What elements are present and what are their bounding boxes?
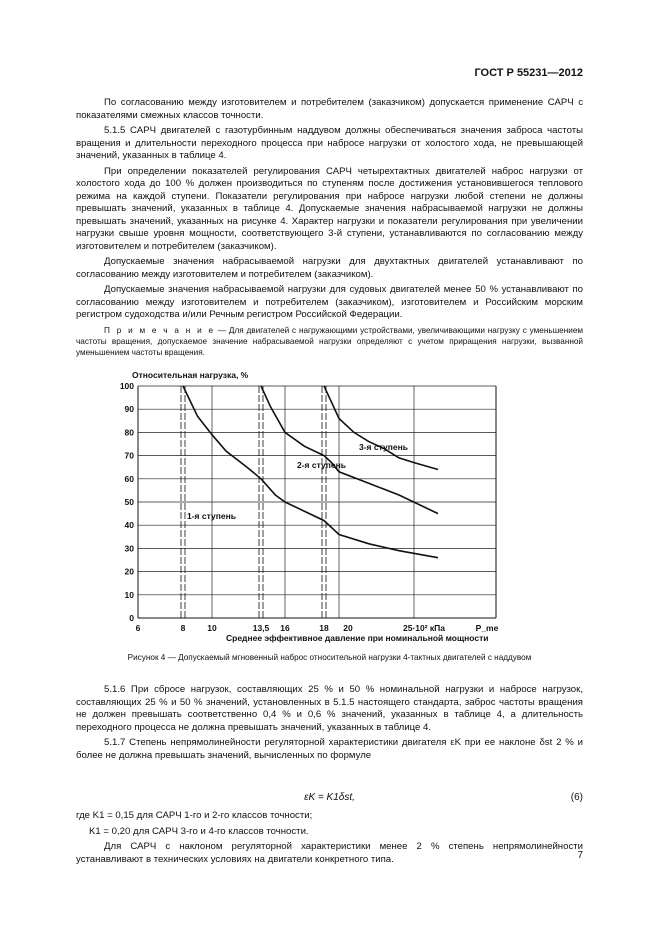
x-ticks <box>136 623 499 633</box>
grid <box>138 386 496 618</box>
series-line-1 <box>183 386 438 558</box>
x-tick-label: P_me <box>475 623 499 633</box>
x-tick-label: 20 <box>343 623 353 633</box>
formula-note: где K1 = 0,15 для САРЧ 1-го и 2-го классов точности; <box>76 810 313 821</box>
x-tick-label: 18 <box>319 623 329 633</box>
x-tick-label: 8 <box>180 623 186 633</box>
series-label-2: 2-я ступень <box>297 460 346 470</box>
x-tick-label: 13,5 <box>252 623 270 633</box>
y-tick-label: 70 <box>124 450 134 461</box>
x-tick-label: 10 <box>207 623 217 633</box>
formula-notes <box>76 810 583 869</box>
page-number: 7 <box>577 850 583 861</box>
y-tick-label: 0 <box>129 613 134 623</box>
paragraph: Допускаемые значения набрасываемой нагрузки для двухтактных двигателей устанавливают по согласованию между изготовителем и потребителем (заказчиком). <box>76 256 583 280</box>
y-tick-label: 60 <box>124 473 134 484</box>
y-axis-label: Относительная нагрузка, % <box>132 370 249 380</box>
series-line-3 <box>324 386 438 470</box>
standard-header: ГОСТ Р 55231—2012 <box>474 67 583 79</box>
y-tick-label: 80 <box>124 427 134 438</box>
formula-number: (6) <box>570 792 583 803</box>
y-tick-label: 20 <box>124 566 134 577</box>
y-tick-label: 30 <box>124 543 134 554</box>
note-text: — Для двигателей с нагружающими устройствами, увеличивающими нагрузку с уменьшением частоты вращения, допускаемое значение набрасываемой нагрузки определяют с учетом приращения нагрузки, вызванной уменьшением частоты вращения. <box>76 325 584 357</box>
x-axis-label: Среднее эффективное давление при номинальной мощности <box>226 633 489 643</box>
paragraph-5-1-7: 5.1.7 Степень непрямолинейности регуляторной характеристики двигателя εK при ее наклоне δst 2 % и более не должна превышать значений, вычисленных по формуле <box>76 737 583 761</box>
figure-caption: Рисунок 4 — Допускаемый мгновенный наброс относительной нагрузки 4-тактных двигателей с наддувом <box>127 653 532 662</box>
y-tick-label: 40 <box>124 520 134 531</box>
body-text-bottom <box>76 684 583 765</box>
y-ticks <box>120 381 134 623</box>
series-label-3: 3-я ступень <box>359 442 408 452</box>
paragraph: Допускаемые значения набрасываемой нагрузки для судовых двигателей менее 50 % устанавливают по согласованию между изготовителем и потребителем (заказчиком), изготовителем и Российским морским регистром судоходства и/или Речным регистром Российской Федерации. <box>76 284 583 320</box>
y-tick-label: 90 <box>124 404 134 415</box>
y-tick-label: 10 <box>124 589 134 600</box>
load-chart <box>104 366 524 646</box>
paragraph-5-1-5: 5.1.5 САРЧ двигателей с газотурбинным наддувом должны обеспечиваться значения заброса частоты вращения и длительности переходного процесса при набросе нагрузки от холостого хода, не превышающей значений, указанных в таблице 4. <box>76 125 583 161</box>
body-text-top <box>76 97 583 358</box>
series-line-2 <box>261 386 438 514</box>
x-tick-label: 6 <box>135 623 141 633</box>
paragraph-5-1-6: 5.1.6 При сбросе нагрузок, составляющих 25 % и 50 % номинальной нагрузки и набросе нагрузок, составляющих 25 % и 50 % значений, установленных в 5.1.5 настоящего стандарта, заброс частоты вращения не должен превышать соответственно 0,4 % и 0,6 % значений, указанных в таблице 4, а длительность переходного процесса не должна превышать значений, указанных в таблице 4. <box>76 684 583 733</box>
note <box>76 325 583 358</box>
paragraph: По согласованию между изготовителем и потребителем (заказчиком) допускается применение САРЧ с показателями смежных классов точности. <box>76 97 583 121</box>
x-tick-label: 16 <box>280 623 290 633</box>
series-label-1: 1-я ступень <box>187 511 236 521</box>
x-tick-label: 25·10² кПа <box>402 623 446 633</box>
y-tick-label: 50 <box>124 497 134 507</box>
y-tick-label: 100 <box>119 381 134 391</box>
formula-note: K1 = 0,20 для САРЧ 3-го и 4-го классов точности. <box>89 825 309 837</box>
note-label: П р и м е ч а н и е <box>104 325 216 335</box>
paragraph-last: Для САРЧ с наклоном регуляторной характеристики менее 2 % степень непрямолинейности устанавливают в технических условиях на двигатели конкретного типа. <box>76 841 583 865</box>
paragraph: При определении показателей регулирования САРЧ четырехтактных двигателей наброс нагрузки от холостого хода до 100 % должен производиться по ступеням после достижения установившегося теплового режима на каждой ступени. Показатели регулирования при набросе нагрузки любой степени не должны превышать значений, указанных в таблице 4. Допускаемые значения набрасываемой нагрузки не должны превышать значений, указанных на рисунке 4. Характер нагрузки и показатели регулирования при увеличении нагрузки свыше уровня мощности, соответствующего 3-й ступени, устанавливаются по согласованию между изготовителем и потребителем (заказчиком). <box>76 165 583 252</box>
formula-expression: εK = K1δst, <box>304 792 355 803</box>
series-group <box>183 386 438 558</box>
